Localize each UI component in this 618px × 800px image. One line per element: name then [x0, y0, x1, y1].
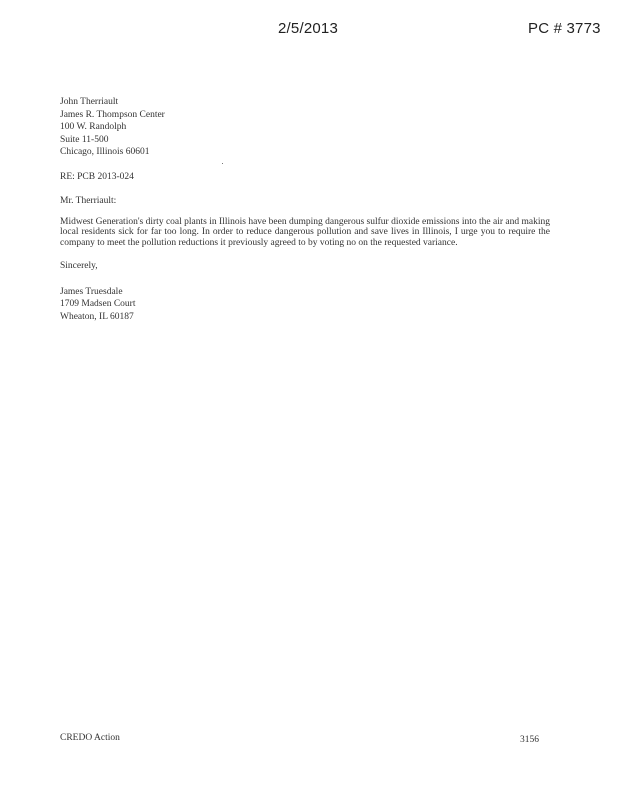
letter-paragraph: Midwest Generation's dirty coal plants in Illinois have been dumping dangerous sulfur dioxide emissions into the air and making local residents sick for far too long. In order to reduce dangerous pollution and save lives in Illinois, I urge you to require the company to meet the pollution reductions it previously agreed to by voting no on the requested variance.: [60, 216, 550, 248]
scan-speck: [222, 163, 223, 164]
fax-date-stamp: 2/5/2013: [278, 20, 338, 37]
sender-street: 1709 Madsen Court: [60, 299, 136, 309]
recipient-suite: Suite 11-500: [60, 134, 109, 145]
letter-body: [60, 96, 550, 323]
recipient-building: James R. Thompson Center: [60, 109, 165, 120]
sender-city: Wheaton, IL 60187: [60, 311, 134, 322]
salutation: Mr. Therriault:: [60, 196, 117, 206]
sender-signature-block: [60, 286, 550, 324]
public-comment-number: PC # 3773: [528, 20, 601, 37]
recipient-address: [60, 96, 550, 159]
sender-name: James Truesdale: [60, 286, 123, 297]
recipient-city: Chicago, Illinois 60601: [60, 147, 150, 157]
footer-page-number: 3156: [520, 735, 539, 745]
footer-organization: CREDO Action: [60, 733, 120, 743]
closing: Sincerely,: [60, 261, 98, 271]
reference-line: RE: PCB 2013-024: [60, 171, 134, 182]
recipient-name: John Therriault: [60, 97, 119, 107]
recipient-street: 100 W. Randolph: [60, 122, 127, 132]
